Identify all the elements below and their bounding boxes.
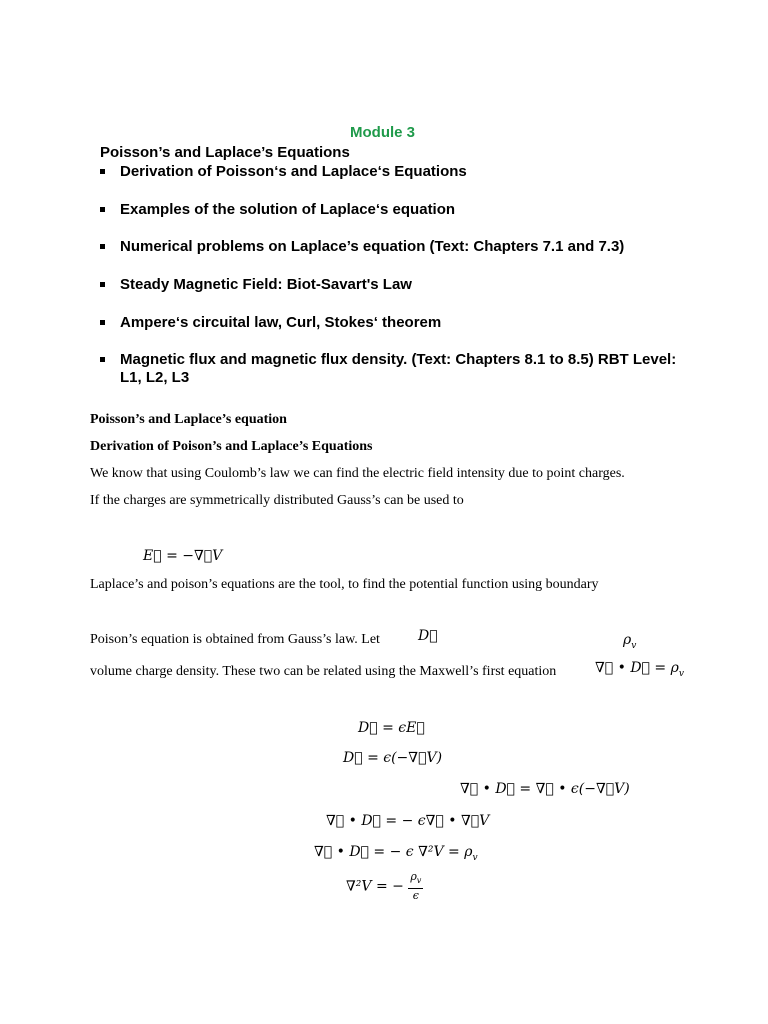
bullet-text: Numerical problems on Laplace’s equation (Text: Chapters 7.1 and 7.3) bbox=[120, 238, 625, 255]
bullet-item bbox=[100, 163, 700, 183]
equation-subscript: v bbox=[472, 852, 478, 863]
bullet-marker bbox=[100, 169, 105, 174]
heading: Derivation of Poison’s and Laplace’s Equations bbox=[90, 439, 373, 454]
rho-subscript: v bbox=[631, 640, 637, 651]
maxwell-eq-subscript: v bbox=[678, 668, 684, 679]
equation: ∇⃗ • D⃗ = ∇⃗ • ϵ(−∇⃗V) bbox=[460, 781, 630, 797]
equation-lhs: ∇²V = − bbox=[346, 878, 404, 895]
fraction bbox=[408, 870, 423, 903]
paragraph-line: volume charge density. These two can be related using the Maxwell’s first equation bbox=[90, 664, 557, 679]
bullet-text: Derivation of Poisson‘s and Laplace‘s Equations bbox=[120, 163, 467, 180]
numerator-subscript: v bbox=[416, 876, 422, 886]
bullet-text: Magnetic flux and magnetic flux density. (Text: Chapters 8.1 to 8.5) RBT Level: L1, L2, L3 bbox=[120, 351, 677, 386]
paragraph-line: We know that using Coulomb’s law we can find the electric field intensity due to point charges. bbox=[90, 466, 625, 481]
symbol-d-vector: D⃗ bbox=[418, 628, 438, 644]
bullet-marker bbox=[100, 320, 105, 325]
fraction-numerator bbox=[408, 870, 423, 889]
paragraph-line: If the charges are symmetrically distributed Gauss’s can be used to bbox=[90, 493, 464, 508]
equation: D⃗ = ϵ(−∇⃗V) bbox=[343, 750, 443, 766]
maxwell-eq-text: ∇⃗ • D⃗ = ρ bbox=[595, 660, 679, 676]
fraction-denominator: ϵ bbox=[412, 889, 419, 903]
equation-electric-field: E⃗ = −∇⃗V bbox=[143, 548, 223, 564]
bullet-text: Examples of the solution of Laplace‘s equation bbox=[120, 201, 456, 218]
equation-text: ∇⃗ • D⃗ = − ϵ ∇²V = ρ bbox=[314, 844, 473, 860]
module-title: Module 3 bbox=[350, 124, 416, 141]
equation bbox=[314, 844, 478, 863]
bullet-text: Ampere‘s circuital law, Curl, Stokes‘ theorem bbox=[120, 314, 442, 331]
paragraph-line: Laplace’s and poison’s equations are the tool, to find the potential function using boundary bbox=[90, 577, 599, 592]
bullet-item bbox=[100, 238, 700, 258]
equation: ∇⃗ • D⃗ = − ϵ∇⃗ • ∇⃗V bbox=[326, 813, 490, 829]
maxwell-first-equation bbox=[595, 660, 684, 679]
bullet-marker bbox=[100, 244, 105, 249]
bullet-item bbox=[100, 276, 700, 296]
section-title: Poisson’s and Laplace’s Equations bbox=[100, 144, 350, 161]
equation: D⃗ = ϵE⃗ bbox=[358, 720, 425, 736]
heading: Poisson’s and Laplace’s equation bbox=[90, 412, 287, 427]
numerator-rho: ρ bbox=[410, 870, 417, 883]
paragraph-line: Poison’s equation is obtained from Gauss’s law. Let bbox=[90, 632, 380, 647]
bullet-text: Steady Magnetic Field: Biot-Savart's Law bbox=[120, 276, 412, 293]
symbol-rho bbox=[623, 632, 636, 651]
bullet-item bbox=[100, 314, 700, 334]
bullet-item bbox=[100, 201, 700, 221]
bullet-marker bbox=[100, 207, 105, 212]
bullet-marker bbox=[100, 357, 105, 362]
bullet-item bbox=[100, 351, 700, 391]
bullet-marker bbox=[100, 282, 105, 287]
equation-laplacian bbox=[346, 870, 423, 903]
rho-symbol: ρ bbox=[623, 632, 632, 648]
